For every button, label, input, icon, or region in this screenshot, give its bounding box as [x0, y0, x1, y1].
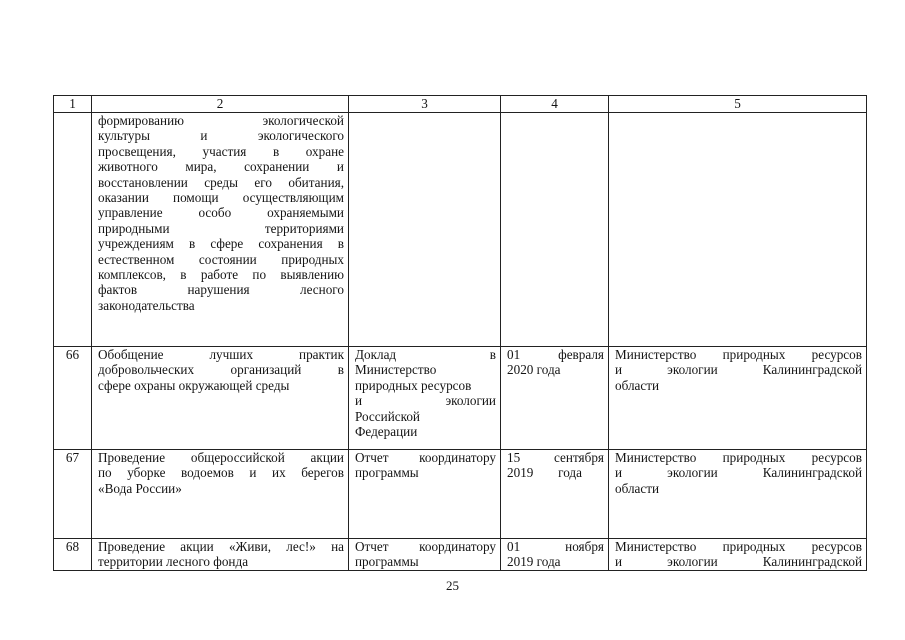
- text-line: Доклад в: [355, 347, 496, 362]
- deadline-cell: [501, 113, 609, 347]
- table-row-66: [54, 347, 867, 450]
- column-header-5: 5: [609, 96, 867, 113]
- text-line: формированию экологической: [98, 113, 344, 128]
- text-line: сфере охраны окружающей среды: [98, 377, 290, 393]
- text-line: Отчет координатору: [355, 539, 496, 554]
- text-line: «Вода России»: [98, 480, 182, 496]
- text-line: 01 февраля: [507, 347, 604, 362]
- column-header-4: 4: [501, 96, 609, 113]
- text-line: области: [615, 377, 660, 393]
- result-cell: [349, 539, 501, 571]
- result-cell: [349, 347, 501, 450]
- text-line: добровольческих организаций в: [98, 362, 344, 378]
- text-line: по уборке водоемов и их берегов: [98, 465, 344, 481]
- text-line: Министерство природных ресурсов: [615, 539, 862, 554]
- text-line: и экологии Калининградской: [615, 554, 862, 570]
- text-line: естественном состоянии природных: [98, 251, 344, 267]
- text-line: законодательства: [98, 297, 195, 313]
- row-number-cell: [54, 113, 92, 347]
- text-line: 15 сентября: [507, 450, 604, 465]
- event-description-cell: [92, 539, 349, 571]
- text-line: оказании помощи осуществляющим: [98, 190, 344, 206]
- text-line: природных ресурсов: [355, 377, 472, 393]
- text-line: животного мира, сохранении и: [98, 159, 344, 175]
- text-line: Министерство природных ресурсов: [615, 450, 862, 465]
- text-line: 01 ноября: [507, 539, 604, 554]
- text-line: Обобщение лучших практик: [98, 347, 344, 362]
- text-line: управление особо охраняемыми: [98, 205, 344, 221]
- page-number: 25: [446, 578, 459, 593]
- text-line: 2020 года: [507, 362, 561, 378]
- text-line: и экологии Калининградской: [615, 362, 862, 378]
- text-line: 2019 года: [507, 554, 561, 570]
- event-description-cell: [92, 113, 349, 347]
- table-row-continuation: [54, 113, 867, 347]
- text-line: Министерство природных ресурсов: [615, 347, 862, 362]
- text-line: комплексов, в работе по выявлению: [98, 267, 344, 283]
- column-header-3: 3: [349, 96, 501, 113]
- text-line: и экологии Калининградской: [615, 465, 862, 481]
- responsible-cell: [609, 450, 867, 539]
- text-line: программы: [355, 465, 419, 481]
- text-line: Федерации: [355, 424, 418, 440]
- text-line: Проведение общероссийской акции: [98, 450, 344, 465]
- event-description-cell: [92, 347, 349, 450]
- responsible-cell: [609, 113, 867, 347]
- text-line: и экологии: [355, 393, 496, 409]
- text-line: Отчет координатору: [355, 450, 496, 465]
- text-line: программы: [355, 554, 419, 570]
- text-line: фактов нарушения лесного: [98, 282, 344, 298]
- result-cell: [349, 113, 501, 347]
- column-header-2: 2: [92, 96, 349, 113]
- document-table: [53, 95, 867, 571]
- deadline-cell: [501, 450, 609, 539]
- text-line: Проведение акции «Живи, лес!» на: [98, 539, 344, 554]
- row-number-cell: 68: [54, 539, 92, 571]
- text-line: Российской: [355, 408, 420, 424]
- table-header-row: [54, 96, 867, 113]
- text-line: области: [615, 480, 660, 496]
- column-header-1: 1: [54, 96, 92, 113]
- deadline-cell: [501, 539, 609, 571]
- text-line: просвещения, участия в охране: [98, 143, 344, 159]
- table-row-68: [54, 539, 867, 571]
- text-line: территории лесного фонда: [98, 554, 249, 570]
- text-line: Министерство: [355, 362, 437, 378]
- text-line: природными территориями: [98, 220, 344, 236]
- text-line: восстановлении среды его обитания,: [98, 174, 344, 190]
- result-cell: [349, 450, 501, 539]
- responsible-cell: [609, 347, 867, 450]
- event-description-cell: [92, 450, 349, 539]
- deadline-cell: [501, 347, 609, 450]
- row-number-cell: 66: [54, 347, 92, 450]
- table-row-67: [54, 450, 867, 539]
- row-number-cell: 67: [54, 450, 92, 539]
- text-line: учреждениям в сфере сохранения в: [98, 236, 344, 252]
- responsible-cell: [609, 539, 867, 571]
- text-line: 2019 года: [507, 465, 582, 481]
- text-line: культуры и экологического: [98, 128, 344, 144]
